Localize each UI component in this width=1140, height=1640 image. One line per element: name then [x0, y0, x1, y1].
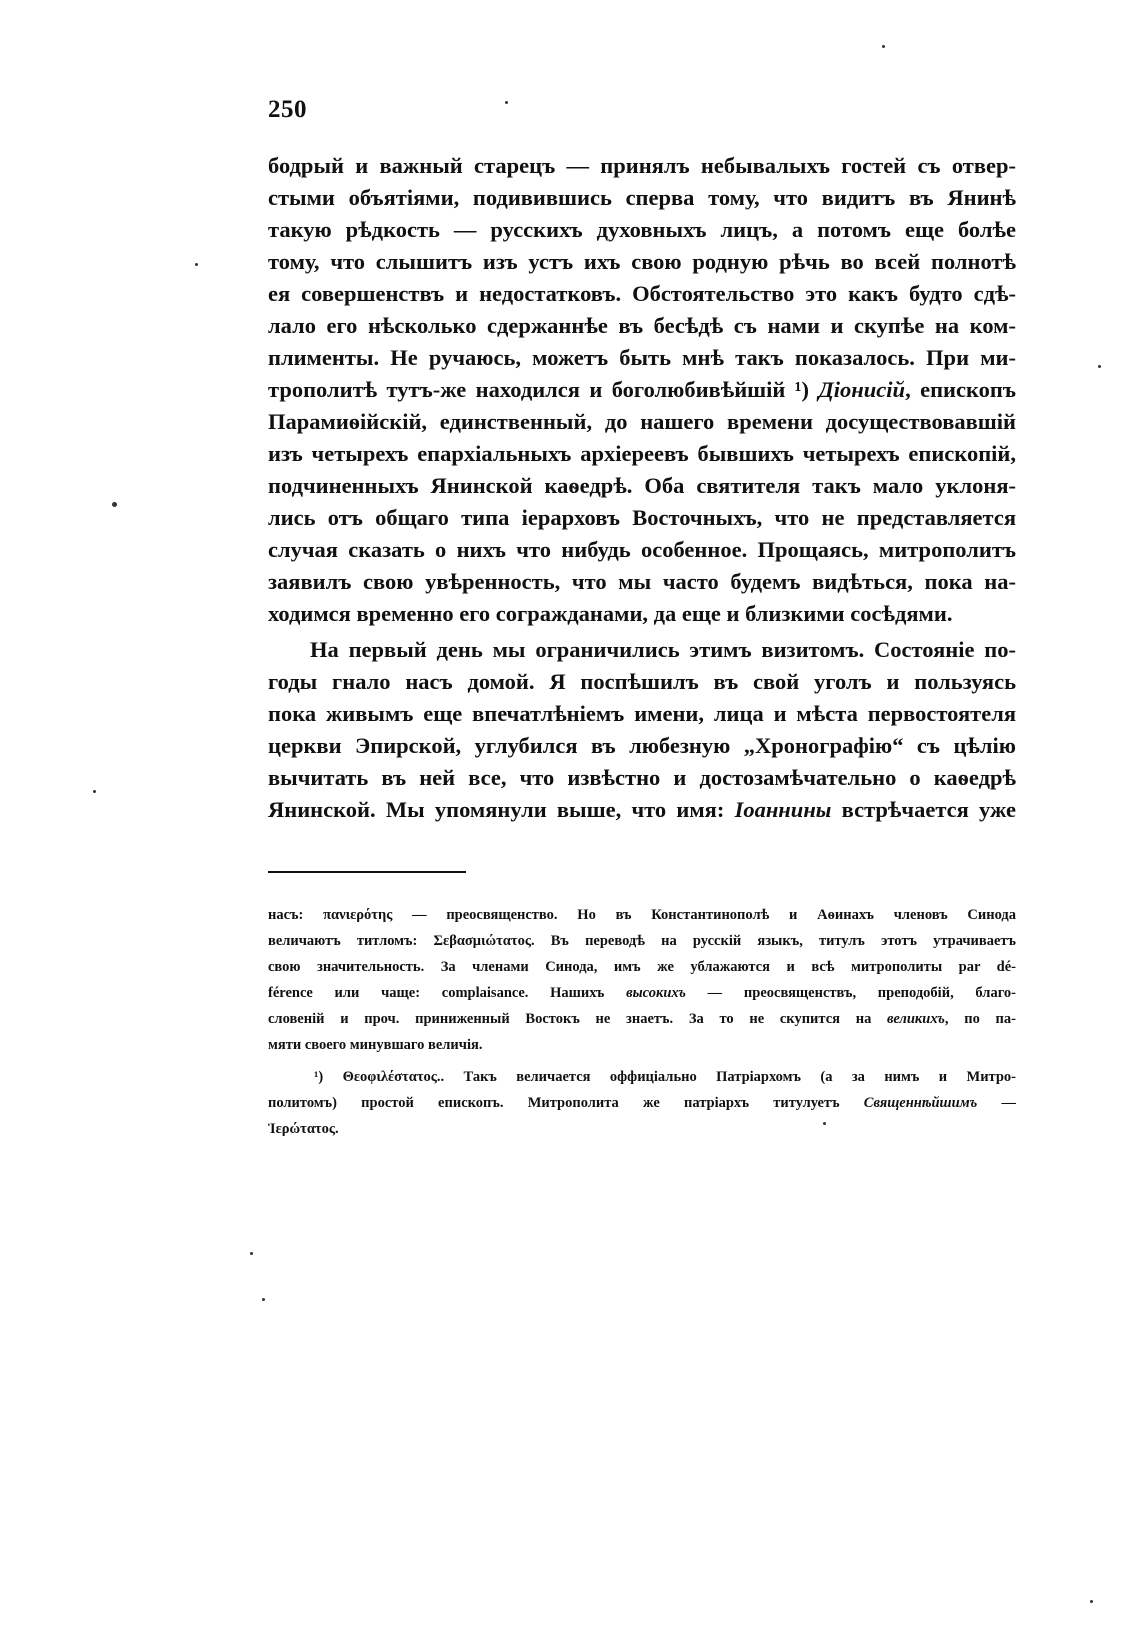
text-line: плименты. Не ручаюсь, можетъ быть мнѣ такъ показалось. При ми- — [268, 345, 1016, 370]
text-line: такую рѣдкость — русскихъ духовныхъ лицъ, а потомъ еще болѣе — [268, 217, 1016, 242]
scan-speck — [882, 45, 885, 48]
footnote-line: Ἱερώτατος. — [268, 1121, 339, 1137]
footnote-line: férence или чаще: complaisance. Нашихъ высокихъ — преосвященствъ, преподобій, благо- — [268, 985, 1016, 1001]
text-line: ходимся временно его согражданами, да еще и близкими сосѣдями. — [268, 601, 953, 626]
text-line: трополитѣ тутъ-же находился и боголюбивѣйшій ¹) Діонисій, епископъ — [268, 377, 1016, 402]
text-line: заявилъ свою увѣренность, что мы часто будемъ видѣться, пока на- — [268, 569, 1016, 594]
body-text — [268, 150, 1016, 826]
footnote-line: свою значительность. За членами Синода, имъ же ублажаются и всѣ митрополиты par dé- — [268, 959, 1016, 975]
scan-speck — [1098, 365, 1101, 368]
text-line: На первый день мы ограничились этимъ визитомъ. Состояніе по- — [310, 637, 1016, 662]
page-number: 250 — [268, 96, 307, 123]
text-line: тому, что слышитъ изъ устъ ихъ свою родную рѣчь во всей полнотѣ — [268, 249, 1016, 274]
italic-word: высокихъ — [626, 985, 686, 1001]
text-line: церкви Эпирской, углубился въ любезную „Хронографію“ съ цѣлію — [268, 733, 1016, 758]
scan-speck — [823, 1122, 826, 1125]
footnote-divider — [268, 871, 466, 873]
text-line: вычитать въ ней все, что извѣстно и достозамѣчательно о каѳедрѣ — [268, 765, 1016, 790]
footnote-line: ¹) Θεοφιλέστατος.. Такъ величается оффиціально Патріархомъ (а за нимъ и Митро- — [314, 1069, 1016, 1085]
footnote-line: политомъ) простой епископъ. Митрополита же патріархъ титулуетъ Священнѣйшимъ — — [268, 1095, 1016, 1111]
text-line: лало его нѣсколько сдержаннѣе въ бесѣдѣ съ нами и скупѣе на ком- — [268, 313, 1016, 338]
text-line: Парамиѳійскій, единственный, до нашего времени досуществовавшій — [268, 409, 1016, 434]
scan-speck — [195, 263, 198, 266]
footnotes — [268, 902, 1016, 1142]
scan-speck — [112, 502, 117, 507]
scan-speck — [262, 1298, 265, 1301]
text-line: бодрый и важный старецъ — принялъ небывалыхъ гостей съ отвер- — [268, 153, 1016, 178]
italic-name: Діонисій — [818, 377, 906, 402]
scan-speck — [505, 101, 508, 104]
scan-speck — [1090, 1600, 1093, 1603]
scan-speck — [93, 790, 96, 793]
text-line: Янинской. Мы упомянули выше, что имя: Іоаннины встрѣчается уже — [268, 797, 1016, 822]
footnote-line: словеній и проч. приниженный Востокъ не знаетъ. За то не скупится на великихъ, по па- — [268, 1011, 1016, 1027]
text-line: пока живымъ еще впечатлѣніемъ имени, лица и мѣста первостоятеля — [268, 701, 1016, 726]
footnote-line: насъ: πανιερότης — преосвященство. Но въ Константинополѣ и Аѳинахъ членовъ Синода — [268, 907, 1016, 923]
text-line: подчиненныхъ Янинской каѳедрѣ. Оба святителя такъ мало уклоня- — [268, 473, 1016, 498]
text-line: лись отъ общаго типа іерарховъ Восточныхъ, что не представляется — [268, 505, 1016, 530]
text-line: годы гнало насъ домой. Я поспѣшилъ въ свой уголъ и пользуясь — [268, 669, 1016, 694]
text-line: изъ четырехъ епархіальныхъ архіереевъ бывшихъ четырехъ епископій, — [268, 441, 1016, 466]
italic-word: великихъ — [887, 1011, 945, 1027]
italic-name: Іоаннины — [734, 797, 832, 822]
footnote-line: величаютъ титломъ: Σεβασμιώτατος. Въ переводѣ на русскій языкъ, титулъ этотъ утрачиваетъ — [268, 933, 1016, 949]
footnote-line: мяти своего минувшаго величія. — [268, 1037, 483, 1053]
text-line: стыми объятіями, подивившись сперва тому, что видитъ въ Янинѣ — [268, 185, 1016, 210]
text-line: ея совершенствъ и недостатковъ. Обстоятельство это какъ будто сдѣ- — [268, 281, 1016, 306]
scan-speck — [250, 1252, 253, 1255]
text-line: случая сказать о нихъ что нибудь особенное. Прощаясь, митрополитъ — [268, 537, 1016, 562]
italic-word: Священнѣйшимъ — [863, 1095, 978, 1111]
